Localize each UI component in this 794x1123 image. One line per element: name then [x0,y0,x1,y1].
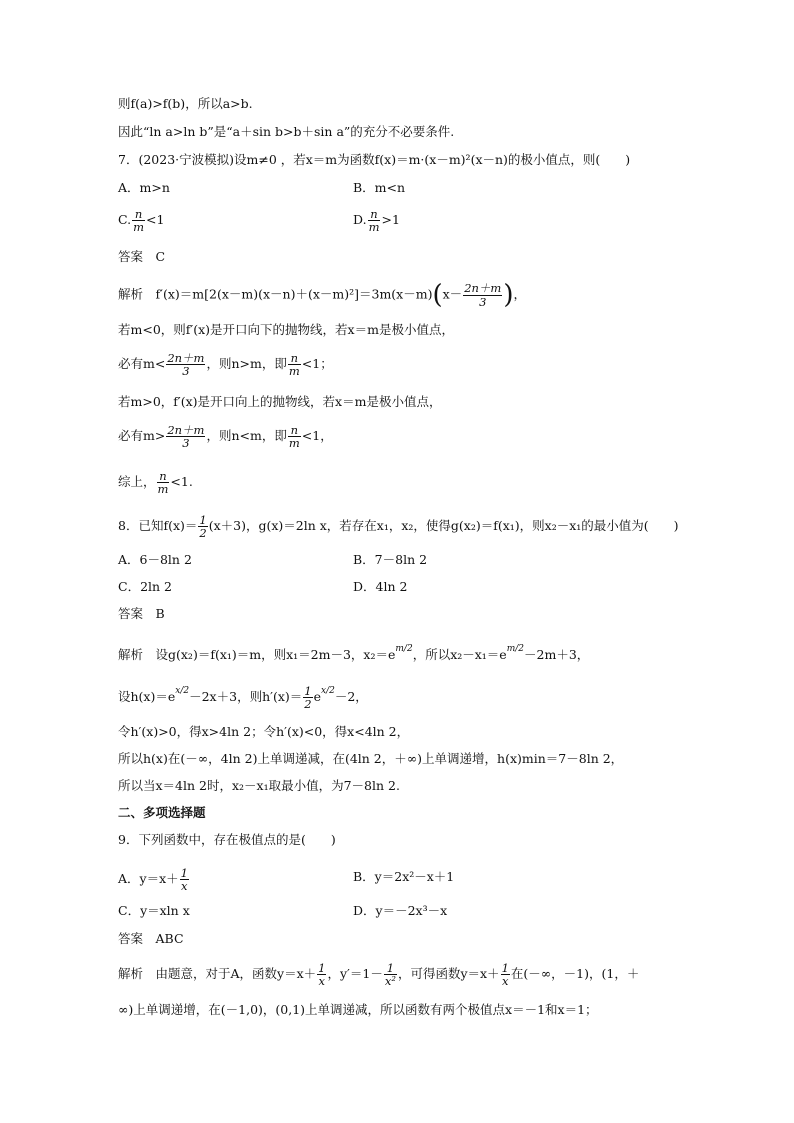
q9-solution-line [118,962,639,987]
numerator: 1 [199,513,207,527]
text: 必有m> [118,428,166,444]
text: e [313,689,321,705]
denominator: 3 [479,294,487,309]
denominator: x [181,879,188,894]
q9-answer: 答案 ABC [118,931,184,946]
exponent: x/2 [321,685,335,696]
exponent: x/2 [175,685,190,696]
text: ，y′＝1－ [327,966,383,982]
exponent: m/2 [395,644,413,654]
fraction [166,424,205,449]
text: <1. [170,474,193,490]
denominator: m [368,220,380,235]
q9-option-d: D．y＝－2x³－x [353,903,448,918]
numerator: 1 [180,866,188,880]
q7-solution-line [118,352,333,377]
fraction [180,867,189,892]
q8-solution-line [118,685,368,710]
q8-option-b: B．7－8ln 2 [353,552,428,567]
fraction [463,282,502,307]
q7-solution-line [118,470,193,495]
numerator: n [132,208,145,221]
q7-solution-line [118,282,526,308]
q7-option-d [353,208,400,233]
numerator: 1 [318,961,326,975]
denominator: x² [384,974,396,989]
text: 在(－∞，－1)，(1，＋ [510,966,640,982]
numerator: 2n＋m [167,423,205,437]
fraction [288,352,301,377]
text: A．y＝x＋ [118,871,179,887]
q7-answer: 答案 C [118,249,166,264]
fraction [317,962,326,987]
text-line: 则f(a)>f(b)，所以a>b. [118,96,253,111]
option-label: C. [118,212,132,228]
q8-answer: 答案 B [118,606,165,621]
q8-solution-line [118,644,590,663]
question-9-stem: 9．下列函数中，存在极值点的是( ) [118,832,336,847]
text: (x＋3)，g(x)＝2ln x，若存在x₁，x₂，使得g(x₂)＝f(x₁)，则x₂－x₁的最小值为( ) [208,518,679,534]
fraction [132,208,145,233]
text: 解析 由题意，对于A，函数y＝x＋ [118,966,317,982]
text: <1， [301,428,333,444]
numerator: n [157,470,170,483]
numerator: 2n＋m [167,351,205,365]
text: ，则n>m，即 [206,356,287,372]
q8-option-c: C．2ln 2 [118,579,172,594]
q7-solution-line: 若m>0，f′(x)是开口向上的抛物线，若x＝m是极小值点， [118,394,442,409]
text: ，所以x₂－x₁＝e [412,647,507,663]
q8-solution-line: 所以h(x)在(－∞，4ln 2)上单调递减，在(4ln 2，＋∞)上单调递增，h(x)min＝7－8ln 2， [118,751,624,766]
question-8-stem [118,514,679,539]
text: ， [513,286,526,302]
q9-option-b: B．y＝2x²－x＋1 [353,869,455,884]
text: 解析 f′(x)＝m[2(x－m)(x－n)＋(x－m)²]＝3m(x－m) [118,286,433,302]
q8-option-d: D．4ln 2 [353,579,408,594]
q9-option-a [118,867,190,892]
fraction [157,470,170,495]
fraction [198,514,207,539]
q7-option-c [118,208,164,233]
exponent: m/2 [506,644,525,654]
denominator: m [133,220,144,235]
denominator: x [501,974,509,989]
numerator: 1 [501,961,509,975]
text: －2x＋3，则h′(x)＝ [189,689,303,705]
numerator: n [288,424,301,437]
text: 解析 设g(x₂)＝f(x₁)＝m，则x₁＝2m－3，x₂＝e [118,647,396,663]
q8-solution-line: 令h′(x)>0，得x>4ln 2；令h′(x)<0，得x<4ln 2， [118,724,410,739]
q9-option-c: C．y＝xln x [118,903,190,918]
numerator: 2n＋m [464,281,502,296]
text: ，可得函数y＝x＋ [397,966,500,982]
fraction [501,962,510,987]
denominator: 3 [182,364,190,379]
q7-solution-line: 若m<0，则f′(x)是开口向下的抛物线，若x＝m是极小值点， [118,322,454,337]
q7-option-b: B．m<n [353,180,406,195]
text-line: 因此“ln a>ln b”是“a＋sin b>b＋sin a”的充分不必要条件. [118,124,455,139]
text: －2m＋3， [524,647,590,663]
option-label: D. [353,212,367,228]
text: 综上， [118,474,156,490]
numerator: 1 [304,684,312,698]
fraction [384,962,397,987]
text: －2， [334,689,368,705]
text: x－ [442,286,463,302]
section-heading: 二、多项选择题 [118,805,206,820]
text: 必有m< [118,356,166,372]
text: ，则n<m，即 [206,428,287,444]
denominator: x [318,974,326,989]
q8-option-a: A．6－8ln 2 [118,552,192,567]
fraction [288,424,301,449]
question-7-stem: 7．(2023·宁波模拟)设m≠0 ，若x＝m为函数f(x)＝m·(x－m)²(x－n)的极小值点，则( ) [118,152,631,167]
fraction [166,352,205,377]
numerator: 1 [384,962,397,975]
denominator: 2 [304,697,312,712]
text: 8．已知f(x)＝ [118,518,198,534]
denominator: m [157,482,169,497]
fraction [303,685,312,710]
right-paren: ) [503,280,514,310]
text: 设h(x)＝e [118,689,176,705]
text: <1； [301,356,333,372]
denominator: 2 [199,526,207,541]
numerator: n [288,352,301,365]
denominator: 3 [182,436,190,451]
option-text: <1 [146,212,165,228]
option-text: >1 [381,212,400,228]
denominator: m [288,436,300,451]
q8-solution-line: 所以当x＝4ln 2时，x₂－x₁取最小值，为7－8ln 2. [118,778,400,793]
q7-option-a: A．m>n [118,180,170,195]
fraction [368,208,381,233]
q9-solution-line: ∞)上单调递增，在(－1,0)，(0,1)上单调递减，所以函数有两个极值点x＝－1和x＝1； [118,1002,598,1017]
left-paren: ( [432,280,443,310]
denominator: m [288,364,300,379]
q7-solution-line [118,424,333,449]
numerator: n [368,208,381,221]
